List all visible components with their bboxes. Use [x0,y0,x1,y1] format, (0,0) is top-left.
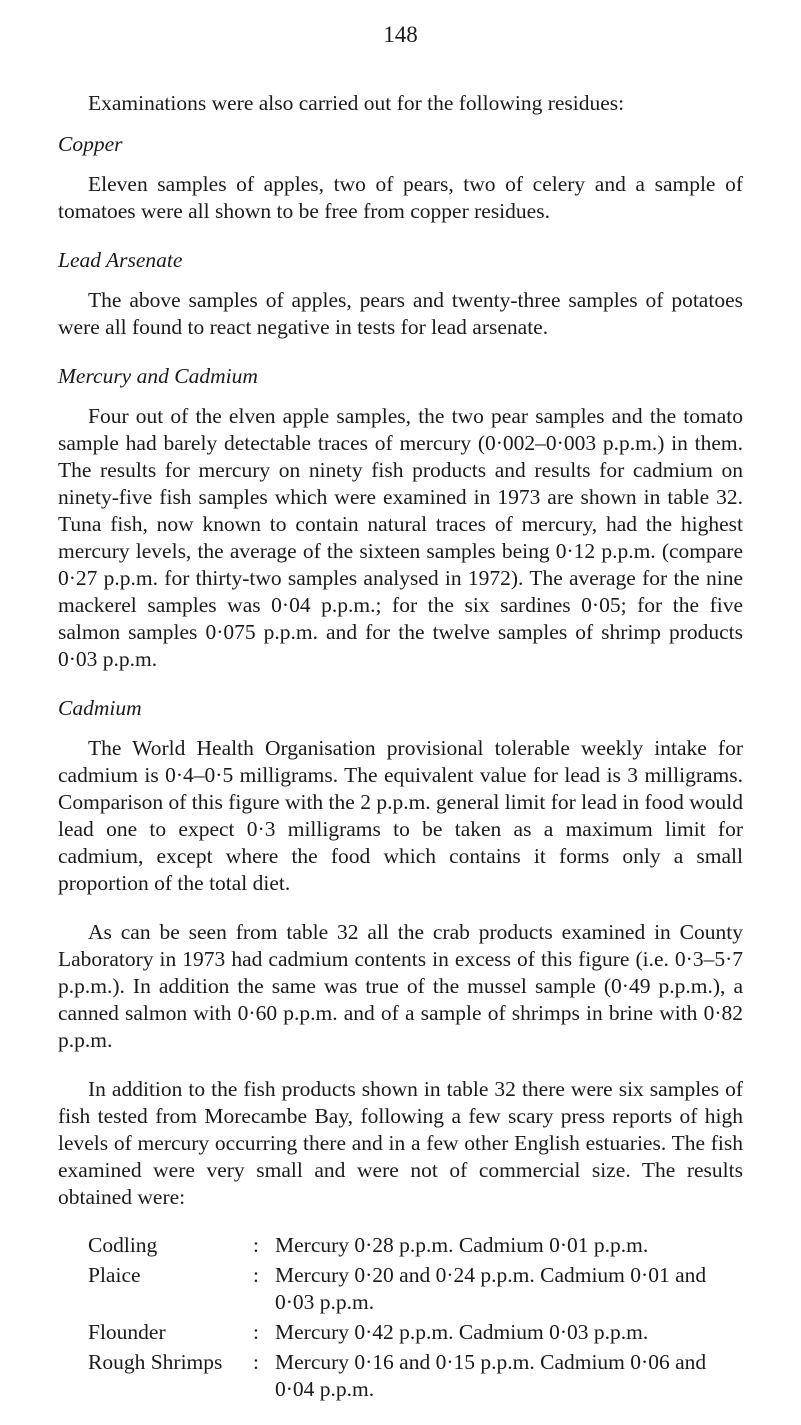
results-list [58,1232,743,1403]
result-value: Mercury 0·16 and 0·15 p.p.m. Cadmium 0·06 and 0·04 p.p.m. [275,1350,707,1401]
fish-name: Plaice [88,1263,141,1287]
section-lead-arsenate [58,247,743,341]
result-row [88,1232,743,1259]
separator: : [253,1233,259,1257]
separator: : [253,1263,259,1287]
result-value: Mercury 0·20 and 0·24 p.p.m. Cadmium 0·01 and 0·03 p.p.m. [275,1263,707,1314]
page-number: 148 [383,22,418,47]
section-heading: Lead Arsenate [58,248,183,272]
section-heading: Copper [58,132,123,156]
result-value: Mercury 0·42 p.p.m. Cadmium 0·03 p.p.m. [275,1320,649,1344]
result-row [88,1319,743,1346]
section-mercury-cadmium [58,363,743,673]
paragraph: Eleven samples of apples, two of pears, two of celery and a sample of tomatoes were all shown to be free from copper residues. [58,172,743,223]
fish-name: Rough Shrimps [88,1350,223,1374]
paragraph: The World Health Organisation provisional tolerable weekly intake for cadmium is 0·4–0·5 milligrams. The equivalent value for lead is 3 milligrams. Comparison of this figure with the 2 p.p.m. general limit for lead in food would lead one to expect 0·3 milligrams to be taken as a maximum limit for cadmium, except where the food which contains it forms only a small proportion of the total diet. [58,736,743,895]
intro-paragraph: Examinations were also carried out for the following residues: [88,91,625,115]
section-heading: Mercury and Cadmium [58,364,258,388]
paragraph: Four out of the elven apple samples, the two pear samples and the tomato sample had barely detectable traces of mercury (0·002–0·003 p.p.m.) in them. The results for mercury on ninety fish products and results for cadmium on ninety-five fish samples which were examined in 1973 are shown in table 32. Tuna fish, now known to contain natural traces of mercury, had the highest mercury levels, the average of the sixteen samples being 0·12 p.p.m. (compare 0·27 p.p.m. for thirty-two samples analysed in 1972). The average for the nine mackerel samples was 0·04 p.p.m.; for the six sardines 0·05; for the five salmon samples 0·075 p.p.m. and for the twelve samples of shrimp products 0·03 p.p.m. [58,404,743,671]
paragraph: In addition to the fish products shown in table 32 there were six samples of fish tested from Morecambe Bay, following a few scary press reports of high levels of mercury occurring there and in a few other English estuaries. The fish examined were very small and were not of commercial size. The results obtained were: [58,1077,743,1209]
fish-name: Flounder [88,1320,166,1344]
paragraph: The above samples of apples, pears and twenty-three samples of potatoes were all found to react negative in tests for lead arsenate. [58,288,743,339]
separator: : [253,1350,259,1374]
result-row [88,1349,743,1403]
document-body [58,90,743,1425]
result-row [88,1262,743,1316]
section-copper [58,131,743,225]
separator: : [253,1320,259,1344]
section-cadmium [58,695,743,1403]
fish-name: Codling [88,1233,158,1257]
section-heading: Cadmium [58,696,142,720]
paragraph: As can be seen from table 32 all the crab products examined in County Laboratory in 1973 had cadmium contents in excess of this figure (i.e. 0·3–5·7 p.p.m.). In addition the same was true of the mussel sample (0·49 p.p.m.), a canned salmon with 0·60 p.p.m. and of a sample of shrimps in brine with 0·82 p.p.m. [58,920,743,1052]
result-value: Mercury 0·28 p.p.m. Cadmium 0·01 p.p.m. [275,1233,649,1257]
